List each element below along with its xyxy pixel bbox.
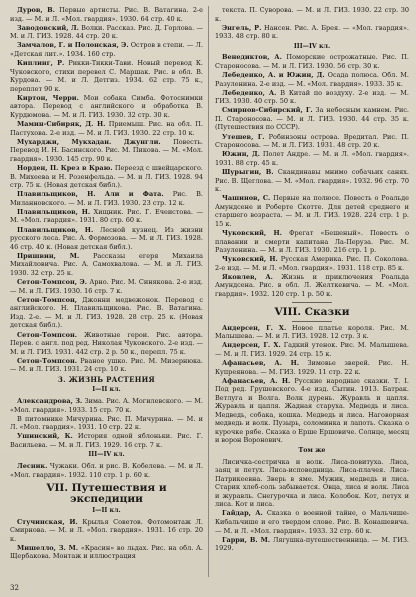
entry-author: Лесник. xyxy=(17,461,48,470)
catalog-entry xyxy=(10,59,203,93)
entry-text: Зима. Рис. А. Могилевского. — М. «Мол. гвардия». 1933. 15 стр. 70 к. xyxy=(10,396,203,414)
catalog-entry xyxy=(215,509,409,535)
entry-text: Волки. Рассказ. Рис. Д. Горлова. — М. и Л. ГИЗ. 1928. 44 стр. 20 к. xyxy=(10,23,203,41)
entry-author: Чашинов, С. xyxy=(222,194,271,203)
entry-text: Рис. В. Миланновского. — М. и Л. ГИЗ. 1930. 23 стр. 12 к. xyxy=(10,190,203,207)
catalog-entry xyxy=(10,226,203,252)
catalog-entry xyxy=(10,164,203,190)
entry-text: Сказка о военной тайне, о Мальчише-Кибальчише и его твердом слове. Рис. В. Конашевича. — М. и Л. «Мол. гвардия». 1933. 32 стр. 60 к. xyxy=(215,509,409,535)
catalog-entry xyxy=(215,89,409,106)
entry-author: Мухарджи, Мукхадан. Джунгли. xyxy=(17,137,161,146)
entries-left-a xyxy=(10,6,203,374)
catalog-entry xyxy=(10,296,203,330)
catalog-entry xyxy=(215,377,409,445)
entry-text: Джонни медвежонок. Перевод с английского. Н. Плавильщикова. Рис. В. Ватагина. Изд. 2-е. — М. и Л. ГИЗ. 1928. 28 стр. 25 к. (Новая детская библ.). xyxy=(10,295,203,330)
entry-author: Киплинг, Р. xyxy=(17,59,65,68)
entry-text: Рассказы егеря Михаила Михайловича. Рис. А. Самохвалова. — М. и Л. ГИЗ. 1930. 32 стр. 25 к. xyxy=(10,251,203,277)
catalog-entry xyxy=(215,6,409,23)
entry-text: Крылья Советов. Фотомонтаж Л. Смирнова. — М. и Л. «Мол. гвардия». 1931. 16 стр. 20 к. xyxy=(10,517,203,543)
entry-author: Андерсен, Г. Х. xyxy=(222,341,281,350)
entry-text: Фрегат «Бешеный». Повесть о плавании и смерти капитана Ла-Перуза. Рис. М. Разуленина. — М. и Л. ГИЗ. 1930. 216 стр. 1 р. xyxy=(215,229,409,255)
entry-text: Русская Америка. Рис. П. Соколова. 2-е изд. — М. и Л. «Мол. гвардия». 1931. 118 стр. 85 к. xyxy=(215,255,409,272)
entry-author: Южин, Д. xyxy=(222,150,260,159)
entry-text: текста. П. Суворова. — М. и Л. ГИЗ. 1930. 22 стр. 30 к. xyxy=(215,6,409,23)
catalog-entry xyxy=(215,24,409,41)
catalog-entry xyxy=(215,458,409,509)
catalog-entry xyxy=(215,106,409,132)
page-number: 32 xyxy=(10,584,19,592)
catalog-entry xyxy=(215,359,409,376)
entry-author: Смирнов-Сибирский, Г. xyxy=(222,106,313,115)
entry-text: Полет Андре. — М. и Л. «Мол. гвардия». 1931. 88 стр. 45 к. xyxy=(215,150,409,167)
entry-text: Животные герои. Рис. автора. Перев. с англ. под ред. Николая Чуковского. 2-е изд. — М. и Л. ГИЗ. 1931. 442 стр. 2 р. 50 к., перепл. 75 к. xyxy=(10,330,203,356)
entry-author: Плавильщиков, Н. xyxy=(17,207,91,216)
entry-text: Жизнь и приключения Роальда Амундсена. Рис. в обл. Л. Желткевича. — М. «Мол. гвардия». 1932. 120 стр. 1 р. 50 к. xyxy=(215,272,409,299)
entry-text: Скандинавы мнимо собачьих санях. Рис. В. Щеглова. — М. «Мол. гвардия». 1932. 96 стр. 70 к. xyxy=(215,168,409,194)
entries-right-a xyxy=(215,6,409,41)
catalog-entry xyxy=(10,357,203,374)
catalog-entry xyxy=(215,150,409,167)
entry-author: Лебеденко, А. и Южин, Д. xyxy=(222,71,325,80)
catalog-entry xyxy=(10,120,203,137)
catalog-entry xyxy=(10,190,203,207)
catalog-entry xyxy=(215,194,409,228)
class-heading: I—II кл. xyxy=(92,386,121,394)
entry-author: Венедиктов, А. xyxy=(222,53,282,62)
section-rule xyxy=(292,321,332,322)
column-divider xyxy=(208,6,209,577)
entries-right-b xyxy=(215,53,409,298)
entries-left-c xyxy=(10,462,203,479)
catalog-entry xyxy=(10,24,203,41)
entry-text: «Красин» во льдах. Рис. на обл. А. Щербакова. Монтаж и иллюстрация xyxy=(10,543,203,561)
entry-author: Чуковский, Н. xyxy=(222,229,282,238)
entry-author: Плавильщиков, Н. xyxy=(17,225,94,234)
catalog-entry xyxy=(10,6,203,23)
entry-author: Шурыгин, В. xyxy=(222,168,274,176)
section-heading-travel: VII. Путешествия и экспедиции xyxy=(46,482,167,506)
catalog-entry xyxy=(10,41,203,58)
entry-text: Гадкий утенок. Рис. М. Малышева. — М. и Л. ГИЗ. 1929. 24 стр. 15 к. xyxy=(215,341,409,358)
entry-author: Плавильщиков, Н. Али и Фата. xyxy=(17,190,164,199)
entry-text: Переезд с швейцарского. В. Михеева и Н. Розенфельда. — М. и Л. ГИЗ. 1928. 94 стр. 75 к. (Новая детская библ.). xyxy=(10,164,203,190)
catalog-entry xyxy=(10,462,203,479)
catalog-entry xyxy=(215,273,409,299)
catalog-entry xyxy=(10,415,203,432)
catalog-entry xyxy=(10,331,203,357)
entry-text: За небесным камнем. Рис. П. Староносова. — М. и Л. ГИЗ. 1930. 44 стр. 35 к. (Путешествия по СССР). xyxy=(215,106,409,132)
catalog-entry xyxy=(10,138,203,164)
catalog-entry xyxy=(215,341,409,358)
entry-text: Остров в степи. — Л. «Детская лит.». 1934. 160 стр. xyxy=(10,41,203,58)
entry-author: Яковлев, А. xyxy=(222,272,273,281)
entry-author: Андерсен, Г. Х. xyxy=(222,323,287,332)
entry-author: Утешев, Г. xyxy=(222,132,265,141)
entry-author: Пришвин, М. xyxy=(17,251,80,260)
entry-text: Робинзоны острова. Вредитал. Рис. П. Староносова. — М. и Л. ГИЗ. 1931. 48 стр. 20 к. xyxy=(215,132,409,150)
entry-author: Заводовский, Л. xyxy=(17,23,79,32)
entry-text: Рваное ушко. Рис. М. Мизернюка. — М. и Л. ГИЗ. 1931. 24 стр. 10 к. xyxy=(10,356,203,374)
catalog-entry xyxy=(215,168,409,194)
catalog-entry xyxy=(10,208,203,225)
entry-author: Энгель, Р. xyxy=(222,23,262,32)
catalog-entry xyxy=(10,94,203,120)
entry-text: Хищник. Рис. Г. Ечеистова. — М. «Мол. гвардия». 1931. 80 стр. 60 к. xyxy=(10,207,203,225)
catalog-entry xyxy=(215,324,409,341)
class-heading: III—IV кл. xyxy=(88,451,125,459)
entry-text: Зимовье зверей. Рис. Н. Купреянова. — М. ГИЗ. 1929. 11 стр. 22 к. xyxy=(215,358,409,376)
entry-text: Первые артисты. Рис. В. Ватагина. 2-е изд. — М. и Л. «Мол. гвардия». 1930. 64 стр. 40 к. xyxy=(10,6,203,23)
entry-author: Киртон, Черри. xyxy=(17,93,79,102)
class-heading: III—IV кл. xyxy=(293,42,331,50)
tom-label: Том же xyxy=(298,447,326,455)
catalog-entry xyxy=(215,536,409,553)
section-heading-tales: VIII. Сказки xyxy=(274,305,350,318)
entry-author: Гайдар, А. xyxy=(222,509,263,518)
entry-author: Гарри, В. М. xyxy=(222,535,271,544)
catalog-entry xyxy=(215,71,409,88)
catalog-entry xyxy=(215,53,409,70)
entry-text: Осада полюса. Обл. М. Разуленина. 2-е изд. — М. «Мол. гвардия». 1933. 35 к. xyxy=(215,71,409,88)
catalog-entry xyxy=(10,432,203,449)
entry-text: Мои собака Симба. Фотоснимки автора. Перевод с английского и обработка В. Курдюмова. — М. и Л. ГИЗ. 1930. 32 стр. 30 к. xyxy=(10,93,203,119)
catalog-entry xyxy=(215,133,409,150)
catalog-entry xyxy=(10,397,203,414)
entry-text: Нансен. Рис. А. Брея. — «Мол. гвардия». 1933. 48 стр. 80 к. xyxy=(215,23,409,41)
catalog-entry xyxy=(215,229,409,255)
entry-author: Дуров, В. xyxy=(17,6,55,14)
entry-author: Сетон-Томпсон. xyxy=(17,356,78,365)
entry-text: Арно. Рис. М. Синякова. 2-е изд. — М. и Л. ГИЗ. 1930. 16 стр. 7 к. xyxy=(10,278,203,295)
entry-author: Чуковский, Н. xyxy=(222,255,278,264)
section-heading-plants: 3. ЖИЗНЬ РАСТЕНИЯ xyxy=(58,374,155,384)
entry-author: Сетон-Томпсон. xyxy=(17,330,78,339)
entry-author: Сетон-Томпсон, Э. xyxy=(17,278,87,287)
entry-author: Замчалов, Г. и Полонская, Э. xyxy=(17,41,129,50)
entries-right-c xyxy=(215,324,409,445)
entry-text: Лесной кузнец. Из жизни русского леса. Рис. А. Формозова. — М. и Л. ГИЗ. 1928. 46 стр. 40 к. (Новая детская библ.). xyxy=(10,225,203,251)
catalog-entry xyxy=(10,252,203,278)
entry-text: Новое платье короля. Рис. М. Малышева. — М. и Л. ГИЗ. 1928. 12 стр. 3 к. xyxy=(215,323,409,341)
entry-text: Рикки-Тикки-Тави. Новый перевод К. Чуковского, стихи перевел С. Маршак. Рис. в обл. В. Курдова. — М. и Л. Детгиз. 1934. 62 стр. 75 к., переплет 90 к. xyxy=(10,59,203,93)
entry-author: Афанасьев, А. Н. xyxy=(222,376,291,385)
entry-author: Ушинский, К. xyxy=(17,432,73,441)
entries-left-d xyxy=(10,518,203,561)
catalog-entry xyxy=(10,278,203,295)
entry-author: Мишелло, З. М. xyxy=(17,543,79,552)
entry-text: Лисичка-сестричка и волк. Лиса-повитуха. Лиса, заяц и петух. Лиса-исповедница. Лиса-плачея. Лиса-Патрикеевна. Зверь в яме. Мужик, медведь и лиса. Старик хлеб-соль забывается. Овца, лиса и волк. Лиса и журавль. Снегурочка и лиса. Колобок. Кот, петух и лиса. Кот и лиса. xyxy=(215,457,409,509)
catalog-entry xyxy=(215,255,409,272)
class-heading: I—II кл. xyxy=(92,507,121,515)
entry-text: В питомнике Мичурина. Рис. П. Мичурина. — М. и Л. «Мол. гвардия». 1931. 10 стр. 22 к. xyxy=(10,414,203,432)
entry-text: Поморские острожатные. Рис. П. Староносова. — М. и Л. ГИЗ. 1930. 56 стр. 30 к. xyxy=(215,53,409,70)
entry-text: Чужаки. Обл. и рис. В. Кобелева. — М. и Л. «Мол. гвардия». 1932. 110 стр. 1 р. 60 к. xyxy=(10,461,203,479)
entries-right-d xyxy=(215,458,409,553)
entry-text: Лягушка-путешественница. — М. ГИЗ. 1929. xyxy=(215,535,409,553)
left-column xyxy=(10,6,203,583)
right-column xyxy=(215,6,409,583)
entry-text: В Китай по воздуху. 2-е изд. — М. ГИЗ. 1930. 40 стр. 50 к. xyxy=(215,88,409,106)
entry-author: Лебеденко, А. xyxy=(222,88,277,97)
entry-author: Александрова, З. xyxy=(17,396,83,405)
entry-text: Приемыш. Рис. на обл. П. Пастухова. 2-е изд. — М. и Л. ГИЗ. 1930. 22 стр. 10 к. xyxy=(10,120,203,137)
catalog-entry xyxy=(10,544,203,561)
entry-text: Повесть. Перевод И. Н. Басинского. Рис. М. Пикова. — М. «Мол. гвардия». 1930. 145 стр. 90 к. xyxy=(10,137,203,163)
entry-author: Норден, П. Крез в Краю. xyxy=(17,164,113,172)
entry-author: Афанасьев, А. Н. xyxy=(222,358,299,367)
catalog-entry xyxy=(10,518,203,544)
entry-author: Стучинская, И. xyxy=(17,517,78,526)
entry-author: Мамин-Сибиряк, Д. Н. xyxy=(17,120,106,129)
entry-text: Первые на полюсе. Повесть о Роальде Амундсене и Роберте Скотте. Для детей среднего и старшего возраста. — М. и Л. ГИЗ. 1928. 224 стр. 1 р. 15 к. xyxy=(215,194,409,228)
entry-author: Сетон-Томпсон, xyxy=(17,295,78,304)
entry-text: История одной яблоньки. Рис. Г. Васильева. — М. и Л. ГИЗ. 1929. 16 стр. 7 к. xyxy=(10,432,203,449)
entries-left-b xyxy=(10,397,203,449)
entry-text: Русские народные сказки. Т. I. Под ред. Грушевского. 4-е изд. Сытин. 1913. Батрак. Ветлуга и Волга. Волк дурень. Журавль и цапля. Журавль и цапля. Жадная старуха. Медведь и лиса. Медведь, собака, кошка. Медведь и лиса. Наговорная медведь и волк. Пузырь, соломинка и лапоть. Сказка о курочке рябе. Сказка о Ерше Ершовиче. Солнце, месяц и ворон Воронович. xyxy=(215,376,409,445)
section-rule xyxy=(292,302,332,303)
